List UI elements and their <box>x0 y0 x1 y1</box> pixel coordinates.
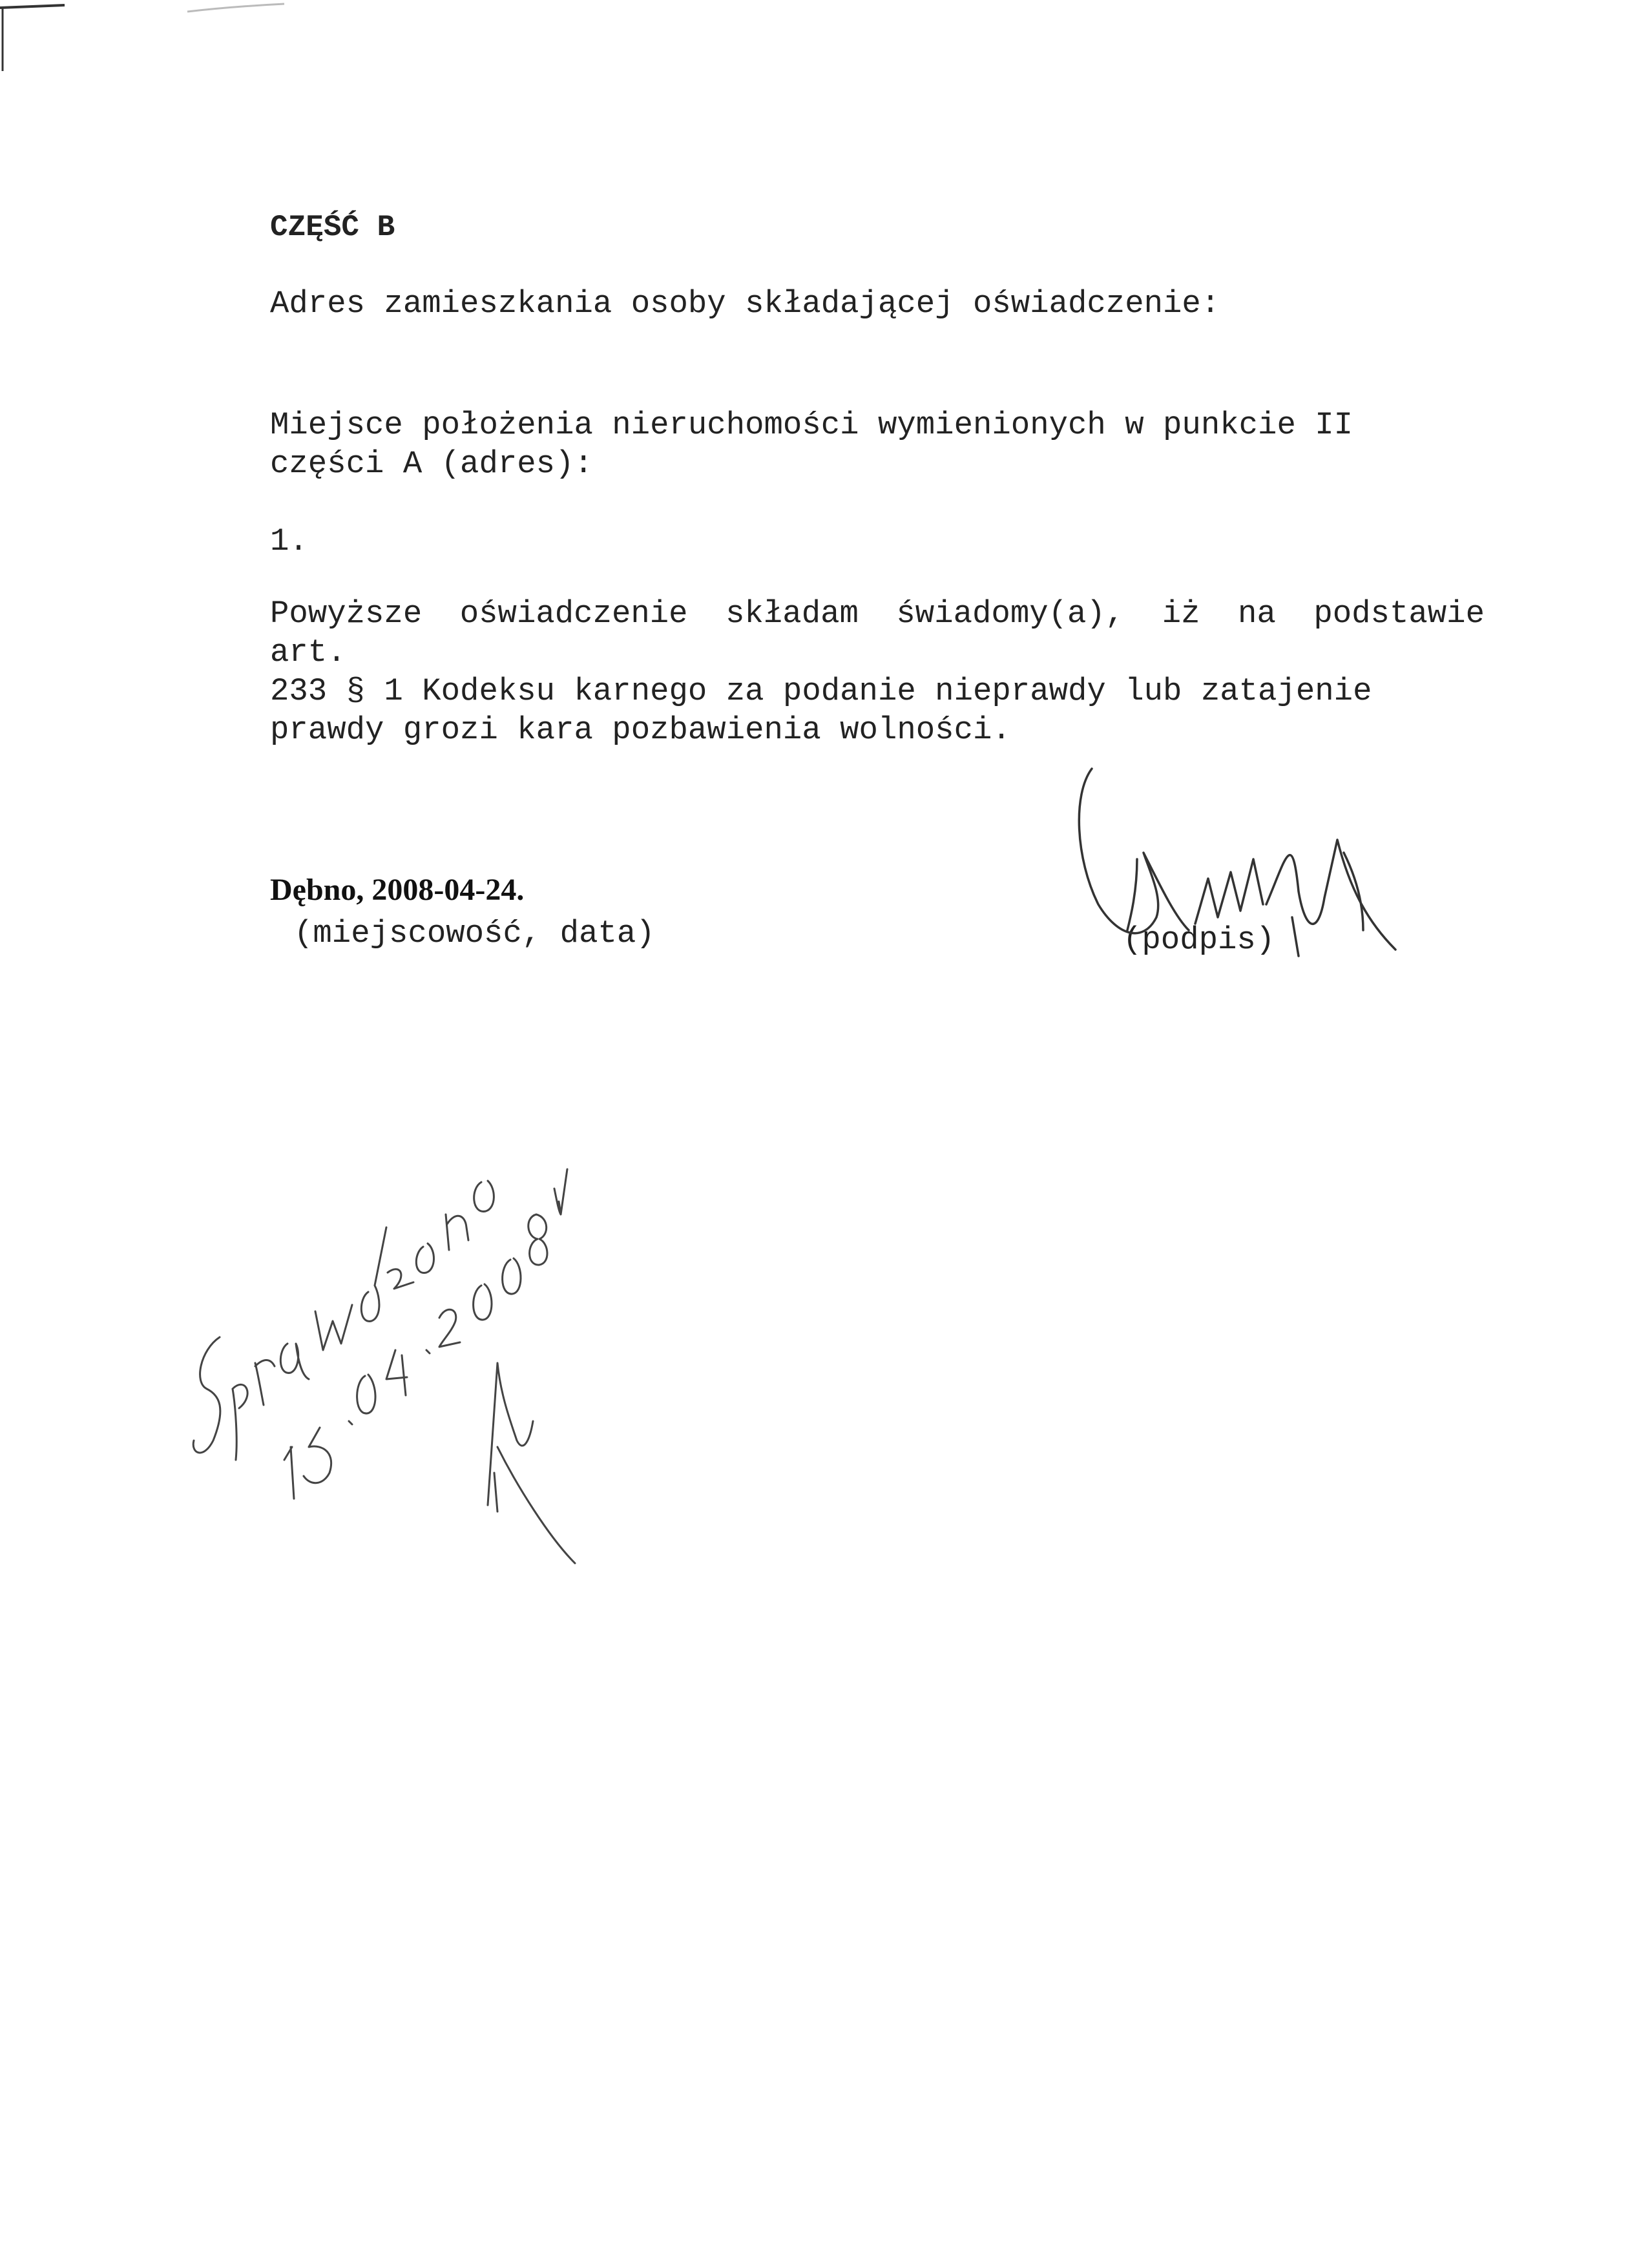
statement-word: składam <box>726 596 859 632</box>
place-date-caption: (miejscowość, data) <box>294 915 655 952</box>
statement-word: świadomy(a), <box>896 596 1125 632</box>
property-location-label-line1: Miejsce położenia nieruchomości wymienionych w punkcie II <box>270 407 1353 443</box>
statement-word: Powyższe <box>270 596 423 632</box>
statement-line-2: art. <box>270 634 346 671</box>
statement-word: podstawie <box>1313 596 1485 632</box>
section-heading: CZĘŚĆ B <box>270 211 395 244</box>
item-number: 1. <box>270 523 308 559</box>
statement-line-4: prawdy grozi kara pozbawienia wolności. <box>270 712 1011 748</box>
statement-word: oświadczenie <box>459 596 688 632</box>
statement-line-3: 233 § 1 Kodeksu karnego za podanie nieprawdy lub zatajenie <box>270 673 1372 709</box>
place-date: Dębno, 2008-04-24. <box>270 873 525 907</box>
property-location-label-line2: części A (adres): <box>270 446 593 482</box>
residence-address-label: Adres zamieszkania osoby składającej oświadczenie: <box>270 286 1220 322</box>
statement-word: na <box>1238 596 1276 632</box>
signature-caption: (podpis) <box>1123 922 1275 958</box>
statement-word: iż <box>1162 596 1200 632</box>
statement-line-1 <box>270 594 1485 633</box>
